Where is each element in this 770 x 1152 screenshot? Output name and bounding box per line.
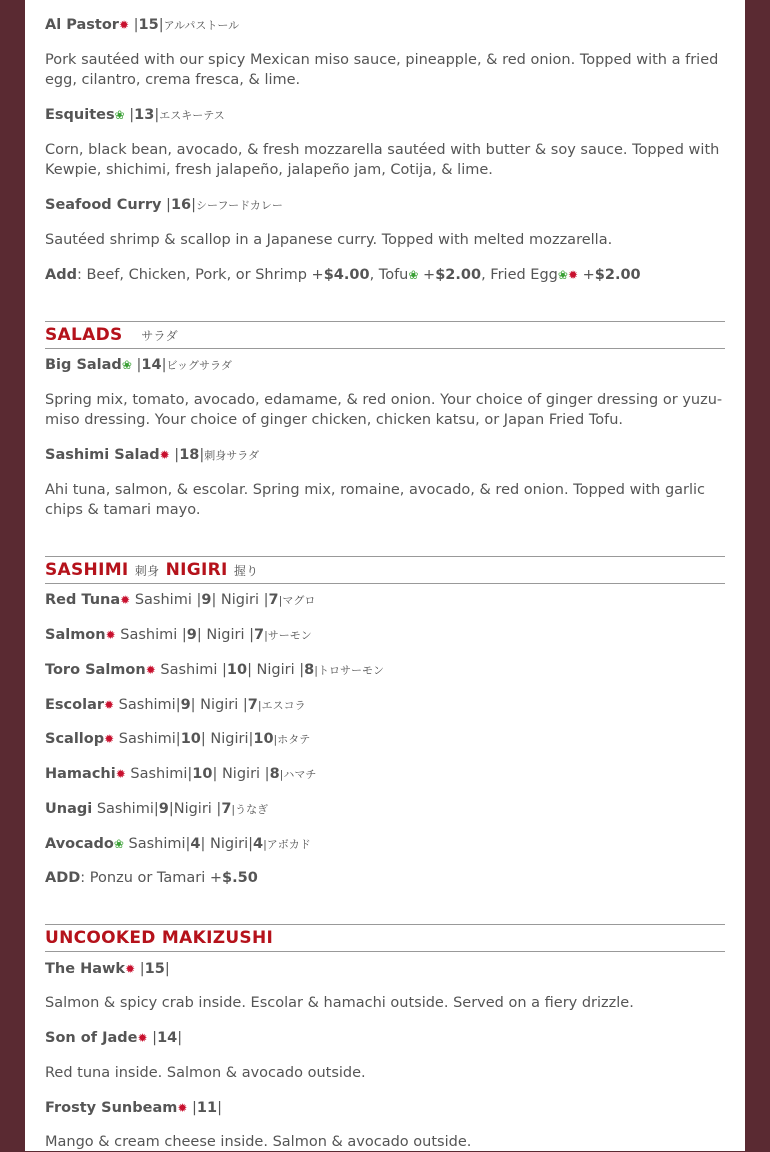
- sashimi-label: Sashimi|: [114, 731, 181, 747]
- sashimi-label: Sashimi |: [115, 627, 187, 643]
- sashimi-nigiri-row: [45, 834, 311, 855]
- item-description: Sautéed shrimp & scallop in a Japanese curry. Topped with melted mozzarella.: [45, 232, 613, 248]
- japanese-name: |ハマチ: [279, 768, 317, 781]
- item-name: Unagi: [45, 801, 93, 817]
- item-price: 18: [179, 447, 200, 463]
- section-kanji: 握り: [233, 564, 259, 578]
- menu-item-big-salad: [45, 355, 232, 376]
- nigiri-label: | Nigiri |: [211, 592, 269, 608]
- item-name: Seafood Curry: [45, 197, 162, 213]
- nigiri-label: | Nigiri |: [247, 662, 305, 678]
- add-label: ADD: [45, 870, 81, 886]
- japanese-name: アルパストール: [163, 19, 240, 32]
- sashimi-nigiri-row: [45, 625, 312, 646]
- nigiri-price: 7: [247, 697, 258, 713]
- sashimi-add-line: [45, 868, 258, 888]
- spicy-icon: ✹: [104, 732, 115, 746]
- japanese-name: |マグロ: [278, 594, 316, 607]
- separator: |: [129, 17, 139, 33]
- menu-item-seafood-curry: [45, 195, 283, 216]
- menu-item-frosty-sunbeam: [45, 1098, 222, 1118]
- add-price: $4.00: [323, 267, 370, 283]
- add-label: Add: [45, 267, 77, 283]
- nigiri-label: | Nigiri|: [200, 836, 253, 852]
- spicy-icon: ✹: [105, 628, 116, 642]
- item-description: Mango & cream cheese inside. Salmon & avocado outside.: [45, 1134, 472, 1150]
- item-price: 11: [196, 1100, 218, 1116]
- japanese-name: エスキーテス: [159, 109, 225, 122]
- add-price: $.50: [222, 870, 258, 886]
- item-name: Escolar: [45, 697, 104, 713]
- item-name: Frosty Sunbeam: [45, 1100, 178, 1116]
- sashimi-nigiri-row: [45, 764, 316, 785]
- spicy-icon: ✹: [567, 268, 579, 282]
- separator: |: [147, 1030, 158, 1046]
- sashimi-nigiri-row: [45, 729, 310, 750]
- section-header-salads: [45, 321, 725, 349]
- sashimi-nigiri-row: [45, 695, 306, 716]
- menu-item-son-of-jade: [45, 1028, 182, 1048]
- add-text: , Tofu: [369, 267, 409, 283]
- section-title: NIGIRI: [165, 560, 228, 580]
- item-name: The Hawk: [45, 961, 126, 977]
- nigiri-label: | Nigiri |: [196, 627, 254, 643]
- sashimi-label: Sashimi|: [92, 801, 159, 817]
- sashimi-label: Sashimi|: [114, 697, 181, 713]
- item-description: Corn, black bean, avocado, & fresh mozzarella sautéed with butter & soy sauce. Topped with Kewpie, shichimi, fresh jalapeño, jalapeño jam, Cotija, & lime.: [45, 142, 720, 178]
- add-ons-line: [45, 265, 641, 285]
- separator: |: [154, 107, 160, 123]
- spicy-icon: ✹: [118, 18, 129, 32]
- nigiri-label: | Nigiri |: [212, 766, 270, 782]
- section-kanji: サラダ: [141, 329, 178, 343]
- separator: |: [177, 1030, 183, 1046]
- item-price: 14: [141, 357, 162, 373]
- japanese-name: |トロサーモン: [314, 664, 384, 677]
- item-price: 15: [138, 17, 159, 33]
- spicy-icon: ✹: [159, 448, 170, 462]
- separator: |: [191, 197, 197, 213]
- vegetarian-icon: ❀: [408, 268, 419, 282]
- item-description: Spring mix, tomato, avocado, edamame, & red onion. Your choice of ginger dressing or yuzu-miso dressing. Your choice of ginger chicken, chicken katsu, or Japan Fried Tofu.: [45, 392, 723, 428]
- nigiri-label: | Nigiri|: [200, 731, 254, 747]
- japanese-name: |うなぎ: [231, 803, 269, 816]
- nigiri-price: 8: [304, 662, 315, 678]
- menu-item-al-pastor: [45, 15, 239, 36]
- vegetarian-icon: ❀: [113, 837, 124, 851]
- item-name: Scallop: [45, 731, 105, 747]
- menu-item-sashimi-salad: [45, 445, 259, 466]
- item-name: Sashimi Salad: [45, 447, 160, 463]
- sashimi-price: 10: [192, 766, 213, 782]
- section-title: SASHIMI: [45, 560, 129, 580]
- item-name: Avocado: [45, 836, 114, 852]
- separator: |: [131, 357, 142, 373]
- item-name: Toro Salmon: [45, 662, 146, 678]
- sashimi-nigiri-row: [45, 660, 384, 681]
- japanese-name: ビッグサラダ: [166, 359, 232, 372]
- separator: |: [199, 447, 205, 463]
- item-price: 13: [134, 107, 155, 123]
- japanese-name: |ホタテ: [273, 733, 311, 746]
- item-description: Salmon & spicy crab inside. Escolar & hamachi outside. Served on a fiery drizzle.: [45, 995, 634, 1011]
- sashimi-label: Sashimi |: [155, 662, 227, 678]
- item-description: Ahi tuna, salmon, & escolar. Spring mix, romaine, avocado, & red onion. Topped with garlic chips & tamari mayo.: [45, 482, 706, 518]
- spicy-icon: ✹: [177, 1101, 188, 1115]
- sashimi-price: 9: [158, 801, 169, 817]
- sashimi-price: 4: [190, 836, 201, 852]
- add-text: +: [418, 267, 436, 283]
- section-header-sashimi-nigiri: [45, 556, 725, 584]
- spicy-icon: ✹: [145, 663, 156, 677]
- nigiri-price: 4: [253, 836, 264, 852]
- add-text: , Fried Egg: [481, 267, 558, 283]
- add-text: : Ponzu or Tamari +: [80, 870, 223, 886]
- japanese-name: 刺身サラダ: [204, 449, 260, 462]
- nigiri-price: 7: [268, 592, 279, 608]
- spicy-icon: ✹: [115, 767, 126, 781]
- item-description: Pork sautéed with our spicy Mexican miso sauce, pineapple, & red onion. Topped with a fried egg, cilantro, crema fresca, & lime.: [45, 52, 719, 88]
- sashimi-price: 10: [180, 731, 201, 747]
- sashimi-nigiri-row: [45, 799, 268, 820]
- separator: |: [164, 961, 170, 977]
- japanese-name: |アボカド: [263, 838, 311, 851]
- separator: |: [124, 107, 135, 123]
- section-kanji: 刺身: [134, 564, 160, 578]
- separator: |: [158, 17, 164, 33]
- item-price: 14: [157, 1030, 178, 1046]
- japanese-name: |サーモン: [264, 629, 312, 642]
- japanese-name: シーフードカレー: [196, 199, 283, 212]
- separator: |: [187, 1100, 197, 1116]
- sashimi-label: Sashimi|: [123, 836, 191, 852]
- sashimi-nigiri-row: [45, 590, 315, 611]
- add-price: $2.00: [435, 267, 482, 283]
- item-price: 16: [170, 197, 192, 213]
- item-name: Son of Jade: [45, 1030, 138, 1046]
- nigiri-price: 7: [253, 627, 265, 643]
- section-title: SALADS: [45, 325, 123, 345]
- vegetarian-icon: ❀: [557, 268, 568, 282]
- menu-item-esquites: [45, 105, 225, 126]
- separator: |: [161, 197, 171, 213]
- item-description: Red tuna inside. Salmon & avocado outside.: [45, 1065, 366, 1081]
- nigiri-label: | Nigiri |: [190, 697, 248, 713]
- spicy-icon: ✹: [104, 698, 115, 712]
- section-title: UNCOOKED MAKIZUSHI: [45, 928, 274, 948]
- separator: |: [135, 961, 145, 977]
- sashimi-label: Sashimi |: [130, 592, 202, 608]
- item-name: Esquites: [45, 107, 115, 123]
- separator: |: [161, 357, 167, 373]
- nigiri-label: |Nigiri |: [168, 801, 222, 817]
- sashimi-price: 9: [201, 592, 212, 608]
- sashimi-price: 10: [226, 662, 248, 678]
- nigiri-price: 10: [253, 731, 274, 747]
- item-name: Big Salad: [45, 357, 122, 373]
- nigiri-price: 8: [269, 766, 280, 782]
- add-text: +: [578, 267, 595, 283]
- section-header-makizushi: [45, 924, 725, 952]
- item-name: Al Pastor: [45, 17, 119, 33]
- spicy-icon: ✹: [125, 962, 136, 976]
- sashimi-label: Sashimi|: [125, 766, 193, 782]
- sashimi-price: 9: [180, 697, 191, 713]
- item-name: Salmon: [45, 627, 106, 643]
- item-name: Red Tuna: [45, 592, 121, 608]
- item-price: 15: [144, 961, 165, 977]
- sashimi-price: 9: [186, 627, 197, 643]
- nigiri-price: 7: [221, 801, 232, 817]
- separator: |: [217, 1100, 222, 1116]
- add-text: : Beef, Chicken, Pork, or Shrimp +: [76, 267, 324, 283]
- menu-item-the-hawk: [45, 959, 170, 979]
- item-name: Hamachi: [45, 766, 116, 782]
- japanese-name: |エスコラ: [257, 699, 306, 712]
- separator: |: [169, 447, 180, 463]
- spicy-icon: ✹: [137, 1031, 148, 1045]
- spicy-icon: ✹: [120, 593, 131, 607]
- vegetarian-icon: ❀: [121, 358, 132, 372]
- add-price: $2.00: [594, 267, 641, 283]
- vegetarian-icon: ❀: [114, 108, 125, 122]
- menu-page: [25, 0, 745, 1151]
